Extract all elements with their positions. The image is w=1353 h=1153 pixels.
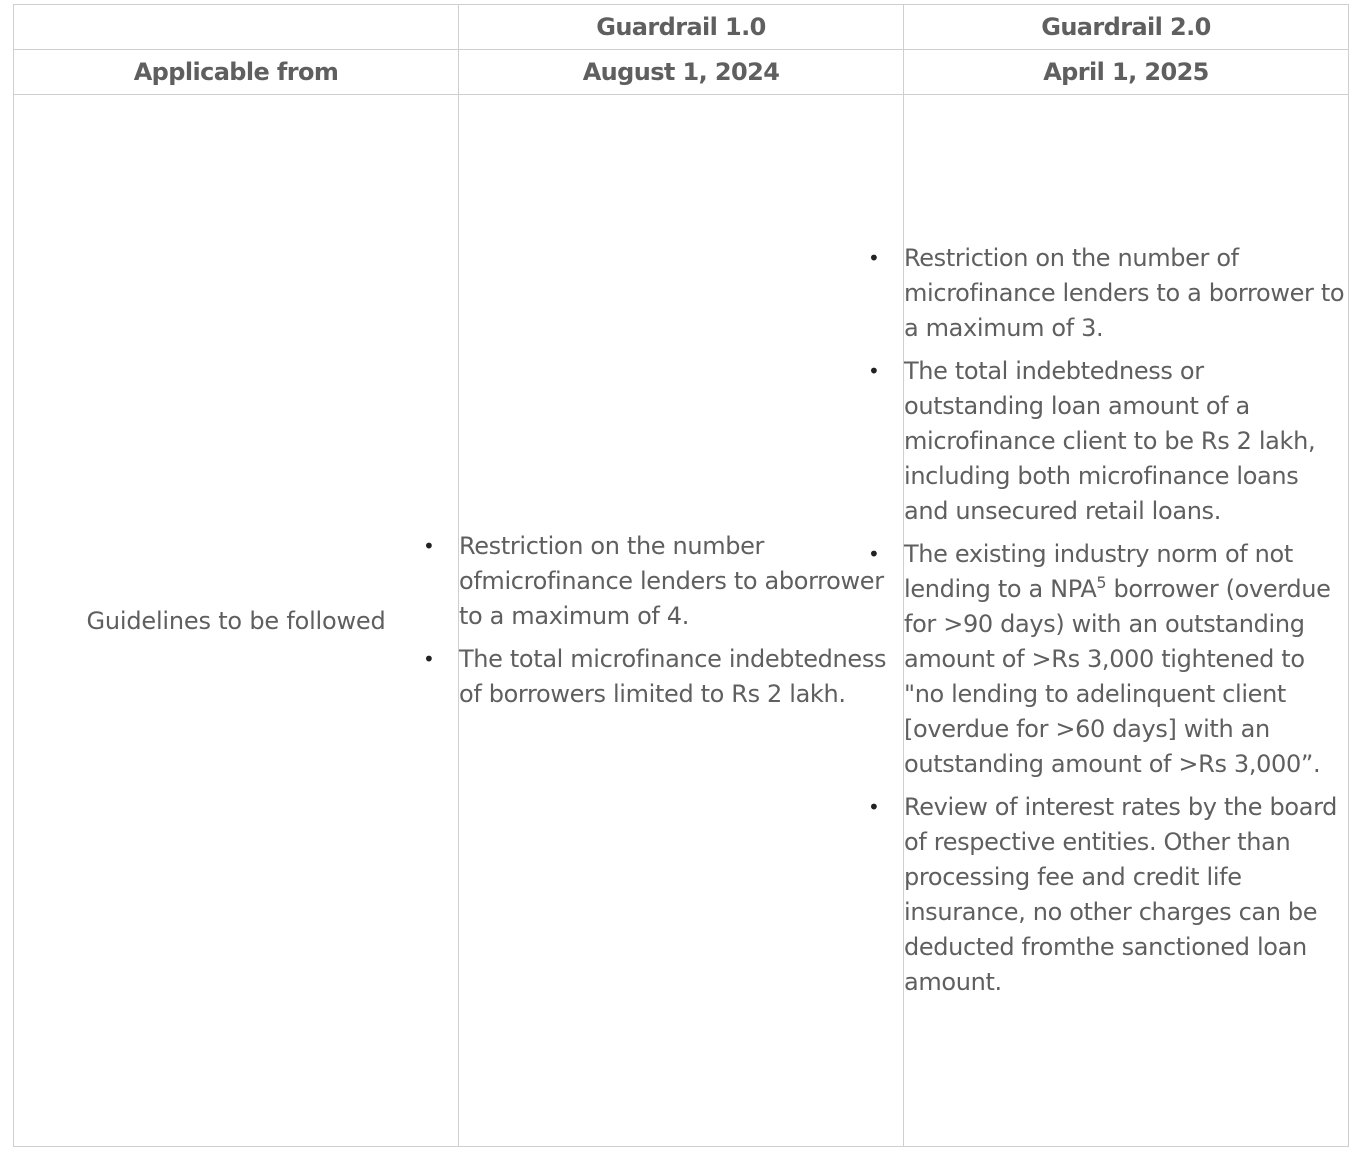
bullet-icon: • bbox=[423, 647, 435, 671]
table-header-row-dates bbox=[14, 50, 1349, 95]
list-item bbox=[868, 790, 1348, 1000]
guardrail-comparison-table bbox=[13, 4, 1349, 1147]
guardrail-1-guidelines-cell bbox=[423, 95, 904, 1147]
footnote-marker: 5 bbox=[1096, 573, 1107, 592]
bullet-icon: • bbox=[868, 359, 880, 383]
list-item-text bbox=[904, 540, 1331, 778]
list-item bbox=[868, 537, 1348, 782]
list-item bbox=[423, 529, 903, 634]
header-empty-cell bbox=[14, 5, 459, 50]
guardrail-2-guidelines-cell bbox=[868, 95, 1349, 1147]
header-applicable-from: Applicable from bbox=[14, 50, 459, 95]
date-guardrail-1: August 1, 2024 bbox=[459, 50, 904, 95]
list-item bbox=[868, 241, 1348, 346]
table-row-guidelines bbox=[14, 95, 1349, 1147]
header-guardrail-2: Guardrail 2.0 bbox=[904, 5, 1349, 50]
list-item-text-part: The existing industry norm of not lending to a NPA bbox=[904, 540, 1293, 603]
guidelines-label: Guidelines to be followed bbox=[14, 95, 459, 1147]
table-header-row-versions bbox=[14, 5, 1349, 50]
bullet-icon: • bbox=[423, 534, 435, 558]
guardrail-2-guidelines-list bbox=[868, 241, 1348, 1000]
bullet-icon: • bbox=[868, 795, 880, 819]
bullet-icon: • bbox=[868, 542, 880, 566]
list-item-text: The total indebtedness or outstanding loan amount of a microfinance client to be Rs 2 lakh, including both microfinance loans and unsecured retail loans. bbox=[904, 357, 1316, 525]
bullet-icon: • bbox=[868, 246, 880, 270]
date-guardrail-2: April 1, 2025 bbox=[904, 50, 1349, 95]
list-item-text: Restriction on the number ofmicrofinance lenders to aborrower to a maximum of 4. bbox=[459, 532, 884, 630]
header-guardrail-1: Guardrail 1.0 bbox=[459, 5, 904, 50]
guardrail-1-guidelines-list bbox=[423, 529, 903, 712]
list-item-text-part: borrower (overdue for >90 days) with an outstanding amount of >Rs 3,000 tightened to "no lending to adelinquent client [overdue for >60 days] with an outstanding amount of >Rs 3,000”. bbox=[904, 575, 1331, 778]
list-item-text: Restriction on the number of microfinance lenders to a borrower to a maximum of 3. bbox=[904, 244, 1345, 342]
list-item bbox=[868, 354, 1348, 529]
list-item-text: The total microfinance indebtedness of borrowers limited to Rs 2 lakh. bbox=[459, 645, 887, 708]
list-item-text: Review of interest rates by the board of respective entities. Other than processing fee and credit life insurance, no other charges can be deducted fromthe sanctioned loan amount. bbox=[904, 793, 1338, 996]
list-item bbox=[423, 642, 903, 712]
